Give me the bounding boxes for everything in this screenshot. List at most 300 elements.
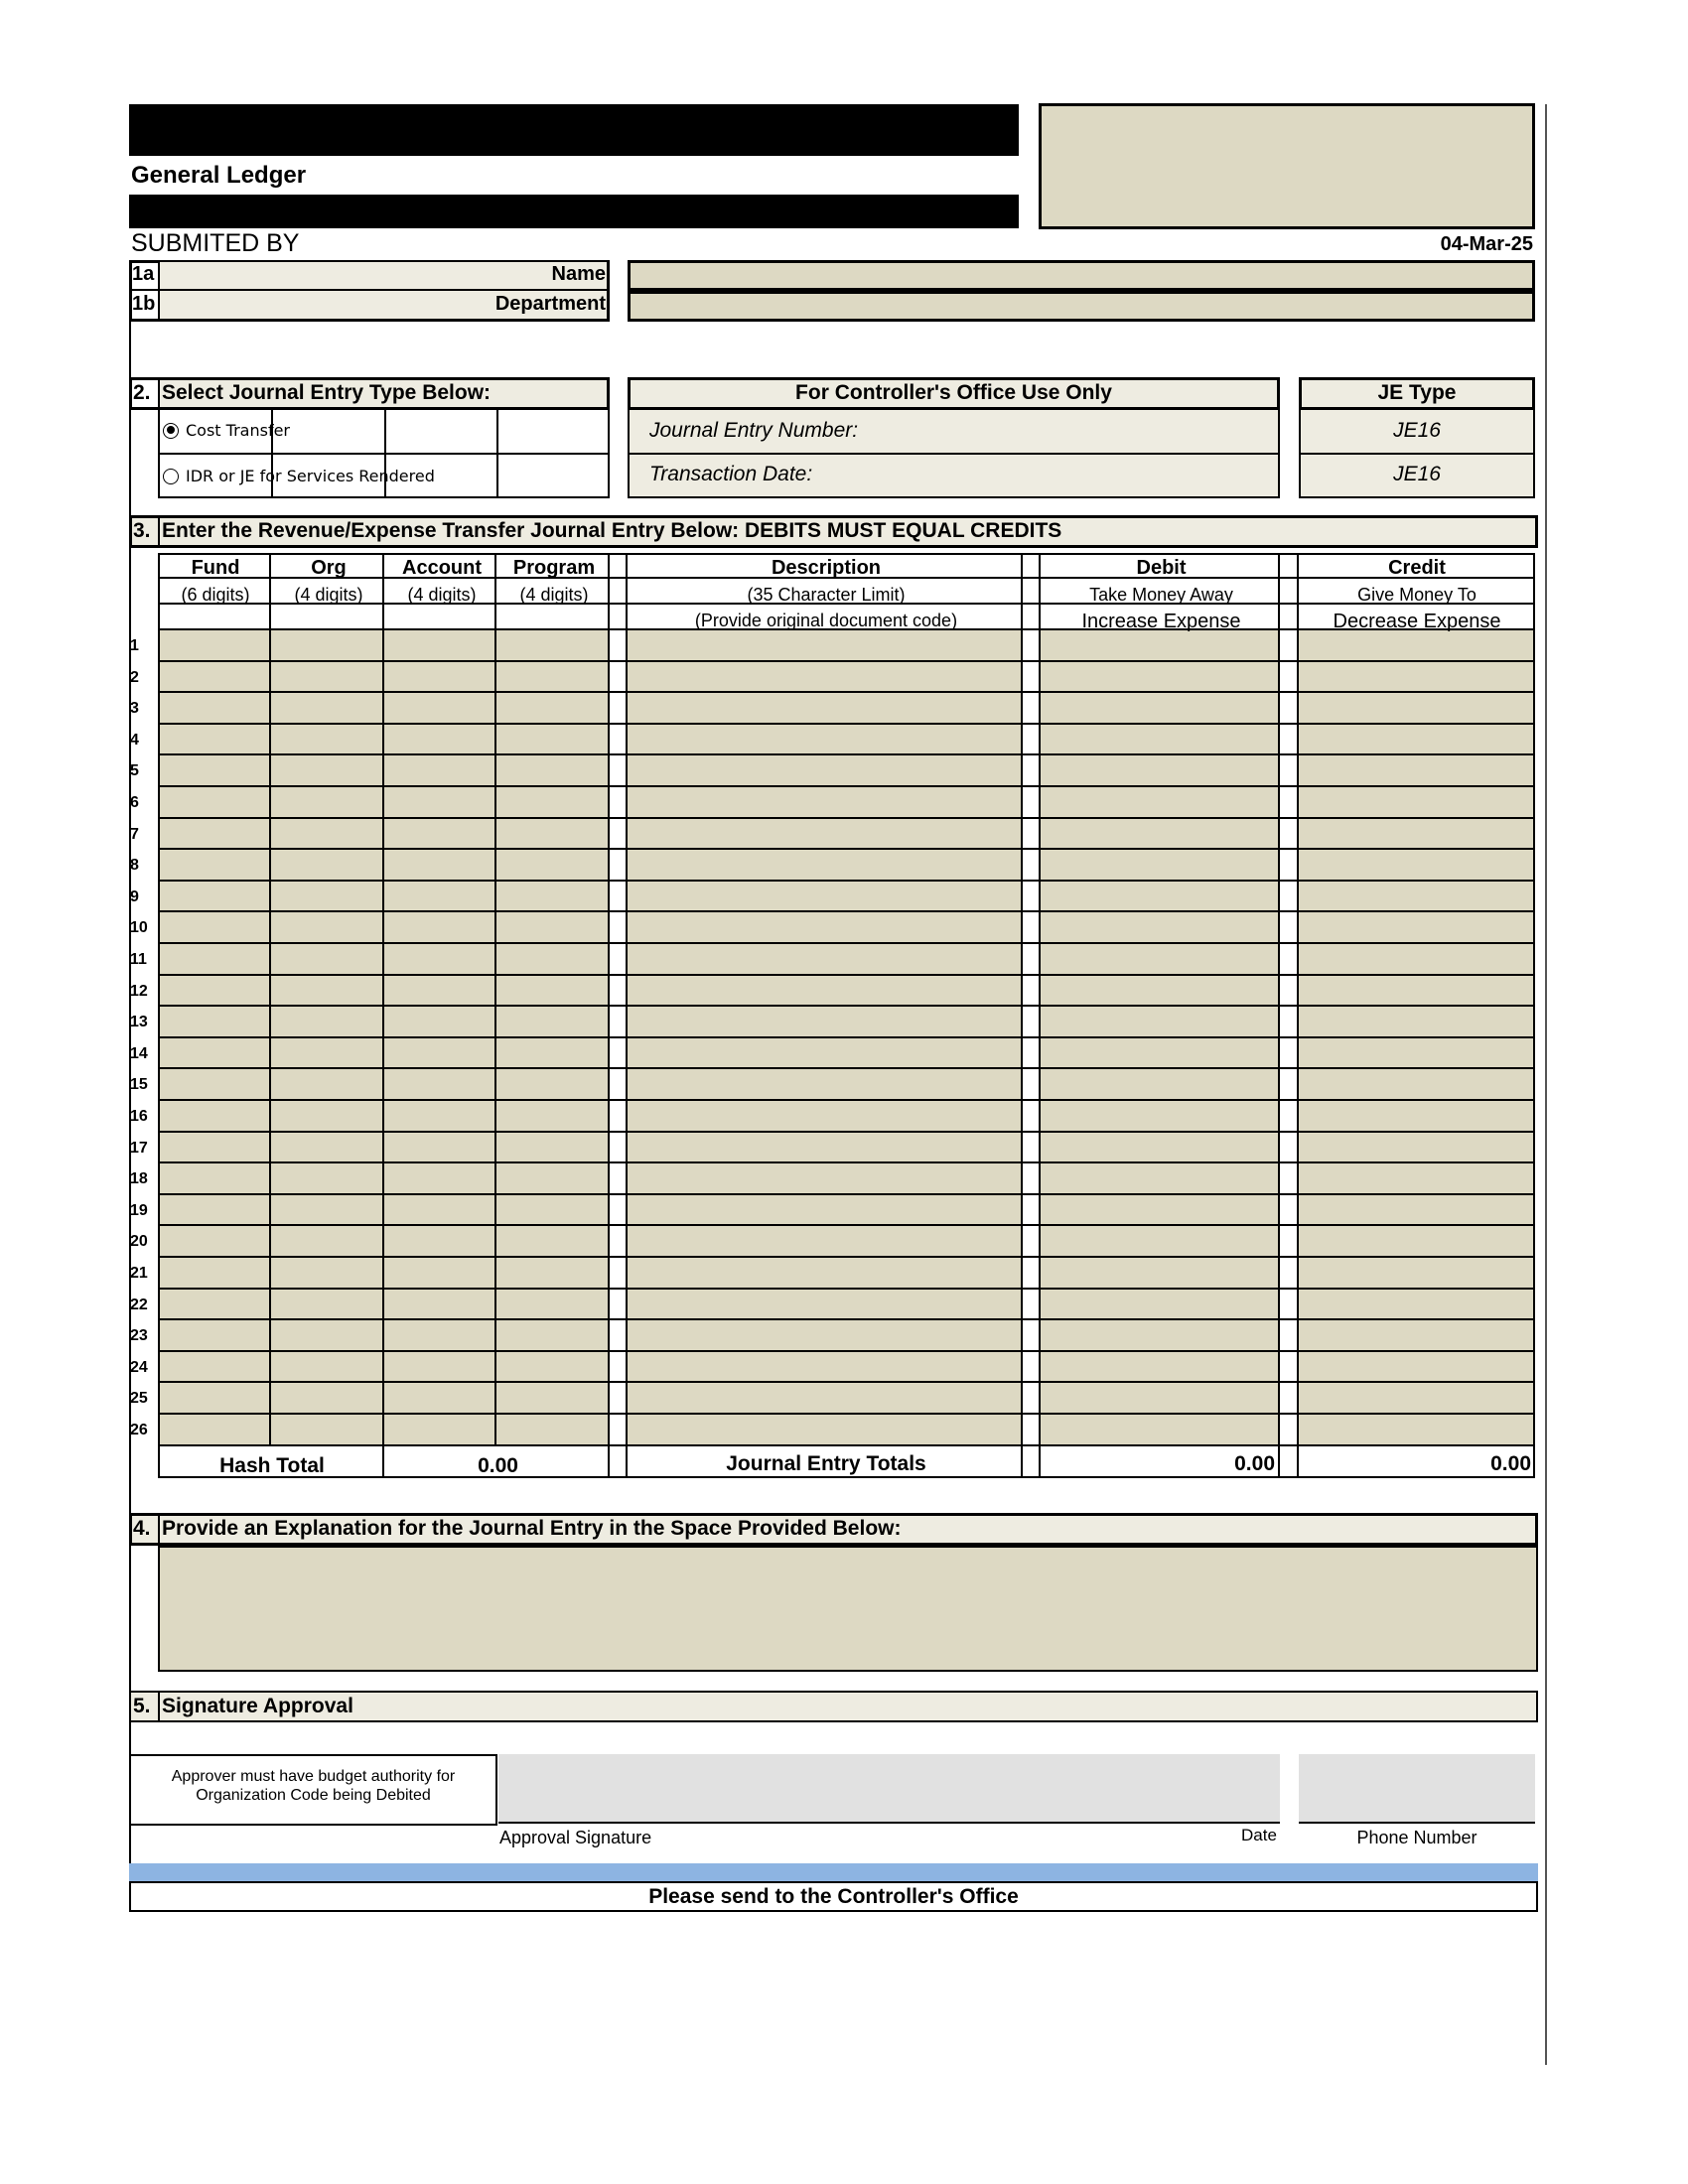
spacer-cell	[610, 787, 628, 819]
account-cell[interactable]	[384, 976, 496, 1007]
program-cell[interactable]	[496, 912, 610, 944]
debit-cell[interactable]	[1041, 850, 1280, 882]
account-cell[interactable]	[384, 1352, 496, 1383]
credit-cell[interactable]	[1299, 912, 1535, 944]
program-cell[interactable]	[496, 693, 610, 725]
debit-cell[interactable]	[1041, 882, 1280, 912]
fund-cell[interactable]	[158, 630, 271, 662]
program-cell[interactable]	[496, 819, 610, 850]
debit-cell[interactable]	[1041, 1007, 1280, 1038]
credit-cell[interactable]	[1299, 1007, 1535, 1038]
debit-cell[interactable]	[1041, 630, 1280, 662]
header-black-bar-bottom	[129, 195, 1019, 228]
credit-cell[interactable]	[1299, 1415, 1535, 1446]
program-cell[interactable]	[496, 1195, 610, 1226]
debit-cell[interactable]	[1041, 1258, 1280, 1290]
credit-total-value: 0.00	[1490, 1452, 1531, 1475]
description-cell[interactable]	[628, 725, 1023, 755]
phone-number-label: Phone Number	[1356, 1828, 1477, 1847]
description-cell[interactable]	[628, 1101, 1023, 1133]
program-cell[interactable]	[496, 1101, 610, 1133]
org-cell[interactable]	[271, 819, 384, 850]
row-number: 11	[130, 951, 147, 968]
credit-cell[interactable]	[1299, 1226, 1535, 1258]
description-cell[interactable]	[628, 1415, 1023, 1446]
credit-cell[interactable]	[1299, 755, 1535, 787]
org-cell[interactable]	[271, 944, 384, 976]
spacer-cell	[1023, 787, 1041, 819]
spacer-cell	[1280, 630, 1299, 662]
name-label: Name	[551, 263, 606, 285]
org-cell[interactable]	[271, 1352, 384, 1383]
org-cell[interactable]	[271, 1007, 384, 1038]
program-cell[interactable]	[496, 1415, 610, 1446]
account-cell[interactable]	[384, 819, 496, 850]
spacer-cell	[610, 1383, 628, 1415]
account-cell[interactable]	[384, 725, 496, 755]
spacer-cell	[1280, 882, 1299, 912]
row-number: 26	[130, 1422, 148, 1438]
spacer-cell	[610, 819, 628, 850]
spacer-cell	[610, 630, 628, 662]
account-cell[interactable]	[384, 662, 496, 693]
account-cell[interactable]	[384, 882, 496, 912]
description-cell[interactable]	[628, 1383, 1023, 1415]
debit-cell[interactable]	[1041, 912, 1280, 944]
col-org-header: Org	[311, 557, 347, 579]
debit-cell[interactable]	[1041, 944, 1280, 976]
spacer-cell	[610, 1226, 628, 1258]
debit-cell[interactable]	[1041, 1226, 1280, 1258]
org-cell[interactable]	[271, 1101, 384, 1133]
credit-cell[interactable]	[1299, 819, 1535, 850]
radio-unselected-icon[interactable]	[163, 469, 179, 484]
org-cell[interactable]	[271, 1163, 384, 1195]
spacer-cell	[1023, 1195, 1041, 1226]
fund-cell[interactable]	[158, 1007, 271, 1038]
header-grid-cell	[1023, 553, 1041, 579]
fund-cell[interactable]	[158, 1133, 271, 1163]
credit-cell[interactable]	[1299, 693, 1535, 725]
account-cell[interactable]	[384, 1007, 496, 1038]
row-number: 12	[130, 983, 148, 1000]
department-label: Department	[494, 293, 606, 315]
spacer-cell	[1280, 850, 1299, 882]
je-number-label: Journal Entry Number:	[649, 419, 859, 442]
description-cell[interactable]	[628, 1069, 1023, 1101]
option-idr-je-services[interactable]	[163, 467, 435, 485]
program-cell[interactable]	[496, 882, 610, 912]
credit-cell[interactable]	[1299, 1101, 1535, 1133]
phone-number-field[interactable]	[1299, 1754, 1535, 1824]
org-cell[interactable]	[271, 850, 384, 882]
spacer-cell	[610, 693, 628, 725]
spacer-cell	[610, 1195, 628, 1226]
description-cell[interactable]	[628, 662, 1023, 693]
description-cell[interactable]	[628, 976, 1023, 1007]
org-cell[interactable]	[271, 882, 384, 912]
spacer-cell	[1023, 1383, 1041, 1415]
spacer-cell	[1023, 912, 1041, 944]
account-cell[interactable]	[384, 1163, 496, 1195]
spacer-cell	[1280, 1007, 1299, 1038]
credit-cell[interactable]	[1299, 725, 1535, 755]
spacer-cell	[610, 1352, 628, 1383]
spacer-cell	[1023, 1352, 1041, 1383]
credit-cell[interactable]	[1299, 882, 1535, 912]
fund-cell[interactable]	[158, 693, 271, 725]
description-cell[interactable]	[628, 1352, 1023, 1383]
header-grid-cell	[610, 579, 628, 605]
description-cell[interactable]	[628, 1226, 1023, 1258]
description-cell[interactable]	[628, 1007, 1023, 1038]
fund-cell[interactable]	[158, 1320, 271, 1352]
section3-title: Enter the Revenue/Expense Transfer Journal Entry Below: DEBITS MUST EQUAL CREDITS	[162, 519, 1062, 542]
debit-cell[interactable]	[1041, 1290, 1280, 1320]
fund-cell[interactable]	[158, 850, 271, 882]
spacer-cell	[1280, 1133, 1299, 1163]
org-cell[interactable]	[271, 1226, 384, 1258]
submitted-by-label: SUBMITED BY	[131, 229, 300, 257]
row-number: 24	[130, 1359, 148, 1376]
spacer-cell	[1023, 1101, 1041, 1133]
account-cell[interactable]	[384, 1038, 496, 1069]
program-cell[interactable]	[496, 1290, 610, 1320]
spacer-cell	[1023, 1290, 1041, 1320]
row-number: 9	[130, 888, 139, 905]
program-cell[interactable]	[496, 1163, 610, 1195]
fund-cell[interactable]	[158, 976, 271, 1007]
spacer-cell	[1023, 693, 1041, 725]
org-cell[interactable]	[271, 630, 384, 662]
description-cell[interactable]	[628, 819, 1023, 850]
name-input[interactable]	[628, 260, 1535, 291]
account-cell[interactable]	[384, 1133, 496, 1163]
spacer-cell	[610, 1258, 628, 1290]
debit-cell[interactable]	[1041, 819, 1280, 850]
department-input[interactable]	[628, 291, 1535, 322]
account-cell[interactable]	[384, 787, 496, 819]
spacer-cell	[610, 944, 628, 976]
credit-cell[interactable]	[1299, 1163, 1535, 1195]
org-cell[interactable]	[271, 1069, 384, 1101]
program-cell[interactable]	[496, 662, 610, 693]
program-cell[interactable]	[496, 1383, 610, 1415]
account-cell[interactable]	[384, 1415, 496, 1446]
spacer-cell	[1023, 662, 1041, 693]
col-fund-header: Fund	[191, 557, 240, 579]
fund-cell[interactable]	[158, 1195, 271, 1226]
col-account-sub: (4 digits)	[407, 585, 477, 605]
credit-cell[interactable]	[1299, 1038, 1535, 1069]
description-cell[interactable]	[628, 850, 1023, 882]
description-cell[interactable]	[628, 693, 1023, 725]
org-cell[interactable]	[271, 1133, 384, 1163]
account-cell[interactable]	[384, 1290, 496, 1320]
account-cell[interactable]	[384, 912, 496, 944]
debit-cell[interactable]	[1041, 1163, 1280, 1195]
spacer-cell	[1280, 1320, 1299, 1352]
program-cell[interactable]	[496, 1258, 610, 1290]
debit-cell[interactable]	[1041, 1195, 1280, 1226]
org-cell[interactable]	[271, 725, 384, 755]
account-cell[interactable]	[384, 630, 496, 662]
row-number: 8	[130, 857, 139, 874]
debit-cell[interactable]	[1041, 976, 1280, 1007]
debit-cell[interactable]	[1041, 787, 1280, 819]
je-type-title: JE Type	[1377, 381, 1457, 404]
description-cell[interactable]	[628, 630, 1023, 662]
credit-cell[interactable]	[1299, 1290, 1535, 1320]
fund-cell[interactable]	[158, 755, 271, 787]
program-cell[interactable]	[496, 725, 610, 755]
program-cell[interactable]	[496, 787, 610, 819]
description-cell[interactable]	[628, 1258, 1023, 1290]
spacer-cell	[1280, 1258, 1299, 1290]
fund-cell[interactable]	[158, 882, 271, 912]
debit-cell[interactable]	[1041, 1069, 1280, 1101]
section4-title: Provide an Explanation for the Journal Entry in the Space Provided Below:	[162, 1517, 902, 1540]
spacer-cell	[610, 662, 628, 693]
col-credit-sub: Give Money To	[1357, 585, 1477, 605]
fund-cell[interactable]	[158, 912, 271, 944]
fund-cell[interactable]	[158, 1352, 271, 1383]
spacer-cell	[1023, 1038, 1041, 1069]
fund-cell[interactable]	[158, 1290, 271, 1320]
spacer-cell	[610, 882, 628, 912]
header-grid-cell	[1280, 605, 1299, 630]
spacer-cell	[1023, 976, 1041, 1007]
spacer-cell	[1280, 755, 1299, 787]
approver-note-line1: Approver must have budget authority for	[171, 1768, 456, 1785]
credit-cell[interactable]	[1299, 1383, 1535, 1415]
row-number: 17	[130, 1140, 148, 1157]
debit-cell[interactable]	[1041, 1415, 1280, 1446]
program-cell[interactable]	[496, 1352, 610, 1383]
org-cell[interactable]	[271, 1038, 384, 1069]
debit-cell[interactable]	[1041, 1320, 1280, 1352]
spacer-cell	[1023, 850, 1041, 882]
fund-cell[interactable]	[158, 1069, 271, 1101]
spacer-cell	[1023, 630, 1041, 662]
fund-cell[interactable]	[158, 1038, 271, 1069]
section2-number: 2.	[133, 381, 151, 404]
spacer-cell	[1280, 725, 1299, 755]
debit-cell[interactable]	[1041, 662, 1280, 693]
program-cell[interactable]	[496, 850, 610, 882]
debit-cell[interactable]	[1041, 1133, 1280, 1163]
credit-cell[interactable]	[1299, 1258, 1535, 1290]
account-cell[interactable]	[384, 944, 496, 976]
header-grid-cell	[1280, 553, 1299, 579]
col-program-sub: (4 digits)	[519, 585, 589, 605]
col-credit-header: Credit	[1388, 557, 1446, 579]
row-number: 6	[130, 794, 139, 811]
fund-cell[interactable]	[158, 1415, 271, 1446]
account-cell[interactable]	[384, 1195, 496, 1226]
je-type-value-2: JE16	[1393, 463, 1441, 485]
account-cell[interactable]	[384, 850, 496, 882]
org-cell[interactable]	[271, 1290, 384, 1320]
transaction-date-label: Transaction Date:	[649, 463, 813, 485]
radio-selected-icon[interactable]	[163, 423, 179, 439]
account-cell[interactable]	[384, 1258, 496, 1290]
org-cell[interactable]	[271, 755, 384, 787]
spacer-cell	[610, 850, 628, 882]
description-cell[interactable]	[628, 1195, 1023, 1226]
credit-cell[interactable]	[1299, 1195, 1535, 1226]
spacer-cell	[610, 1163, 628, 1195]
row-number: 18	[130, 1170, 148, 1187]
program-cell[interactable]	[496, 1038, 610, 1069]
credit-cell[interactable]	[1299, 1320, 1535, 1352]
spacer-cell	[610, 1038, 628, 1069]
fund-cell[interactable]	[158, 944, 271, 976]
org-cell[interactable]	[271, 1320, 384, 1352]
program-cell[interactable]	[496, 755, 610, 787]
program-cell[interactable]	[496, 1069, 610, 1101]
credit-cell[interactable]	[1299, 1133, 1535, 1163]
totals-cell	[1023, 1446, 1041, 1478]
spacer-cell	[610, 1069, 628, 1101]
description-cell[interactable]	[628, 1163, 1023, 1195]
approval-signature-field[interactable]	[498, 1754, 1280, 1824]
spacer-cell	[1280, 1383, 1299, 1415]
program-cell[interactable]	[496, 976, 610, 1007]
program-cell[interactable]	[496, 1320, 610, 1352]
debit-total-value: 0.00	[1234, 1452, 1275, 1475]
spacer-cell	[1023, 1320, 1041, 1352]
program-cell[interactable]	[496, 944, 610, 976]
spacer-cell	[1023, 882, 1041, 912]
account-cell[interactable]	[384, 693, 496, 725]
credit-cell[interactable]	[1299, 944, 1535, 976]
totals-cell	[610, 1446, 628, 1478]
description-cell[interactable]	[628, 912, 1023, 944]
spacer-cell	[610, 1415, 628, 1446]
account-cell[interactable]	[384, 1383, 496, 1415]
program-cell[interactable]	[496, 1226, 610, 1258]
account-cell[interactable]	[384, 1320, 496, 1352]
org-cell[interactable]	[271, 912, 384, 944]
fund-cell[interactable]	[158, 1101, 271, 1133]
spacer-cell	[1280, 819, 1299, 850]
debit-cell[interactable]	[1041, 1383, 1280, 1415]
col-debit-sub: Take Money Away	[1089, 585, 1233, 605]
description-cell[interactable]	[628, 1290, 1023, 1320]
credit-cell[interactable]	[1299, 662, 1535, 693]
header-grid-cell	[384, 605, 496, 630]
credit-cell[interactable]	[1299, 1352, 1535, 1383]
org-cell[interactable]	[271, 976, 384, 1007]
spacer-cell	[610, 976, 628, 1007]
account-cell[interactable]	[384, 1101, 496, 1133]
description-cell[interactable]	[628, 1320, 1023, 1352]
program-cell[interactable]	[496, 630, 610, 662]
org-cell[interactable]	[271, 787, 384, 819]
spacer-cell	[1023, 755, 1041, 787]
org-cell[interactable]	[271, 1258, 384, 1290]
spacer-cell	[610, 1290, 628, 1320]
fund-cell[interactable]	[158, 662, 271, 693]
credit-cell[interactable]	[1299, 976, 1535, 1007]
row-number: 10	[130, 919, 148, 936]
program-cell[interactable]	[496, 1007, 610, 1038]
credit-cell[interactable]	[1299, 787, 1535, 819]
description-cell[interactable]	[628, 787, 1023, 819]
fund-cell[interactable]	[158, 1163, 271, 1195]
spacer-cell	[1023, 1226, 1041, 1258]
hash-total-label: Hash Total	[219, 1454, 325, 1477]
header-grid-cell	[271, 605, 384, 630]
account-cell[interactable]	[384, 1069, 496, 1101]
spacer-cell	[1280, 1163, 1299, 1195]
credit-cell[interactable]	[1299, 1069, 1535, 1101]
org-cell[interactable]	[271, 1195, 384, 1226]
description-cell[interactable]	[628, 882, 1023, 912]
option-cost-transfer[interactable]	[163, 421, 290, 440]
account-cell[interactable]	[384, 1226, 496, 1258]
org-cell[interactable]	[271, 1415, 384, 1446]
row-number: 1	[130, 637, 139, 654]
je-type-value-1: JE16	[1393, 419, 1441, 442]
spacer-cell	[1280, 693, 1299, 725]
spacer-cell	[1023, 1415, 1041, 1446]
description-cell[interactable]	[628, 755, 1023, 787]
org-cell[interactable]	[271, 693, 384, 725]
org-cell[interactable]	[271, 1383, 384, 1415]
col-debit-sub2: Increase Expense	[1081, 611, 1241, 632]
fund-cell[interactable]	[158, 1226, 271, 1258]
debit-cell[interactable]	[1041, 1101, 1280, 1133]
row-number: 21	[130, 1265, 148, 1282]
row-number: 13	[130, 1014, 148, 1030]
header-grid-cell	[1023, 605, 1041, 630]
row-number: 19	[130, 1202, 148, 1219]
debit-cell[interactable]	[1041, 1352, 1280, 1383]
spacer-cell	[1280, 944, 1299, 976]
fund-cell[interactable]	[158, 787, 271, 819]
col-description-sub: (35 Character Limit)	[747, 585, 906, 605]
credit-cell[interactable]	[1299, 850, 1535, 882]
program-cell[interactable]	[496, 1133, 610, 1163]
explanation-textarea[interactable]	[158, 1546, 1538, 1672]
fund-cell[interactable]	[158, 1383, 271, 1415]
description-cell[interactable]	[628, 1038, 1023, 1069]
section3-number: 3.	[133, 519, 151, 542]
org-cell[interactable]	[271, 662, 384, 693]
description-cell[interactable]	[628, 1133, 1023, 1163]
credit-cell[interactable]	[1299, 630, 1535, 662]
approval-signature-label: Approval Signature	[499, 1828, 652, 1847]
fund-cell[interactable]	[158, 1258, 271, 1290]
header-black-bar-top	[129, 104, 1019, 156]
totals-cell	[1280, 1446, 1299, 1478]
debit-cell[interactable]	[1041, 693, 1280, 725]
section5-number: 5.	[133, 1695, 151, 1717]
spacer-cell	[1023, 1007, 1041, 1038]
section2-title: Select Journal Entry Type Below:	[162, 381, 492, 404]
debit-cell[interactable]	[1041, 725, 1280, 755]
account-cell[interactable]	[384, 755, 496, 787]
description-cell[interactable]	[628, 944, 1023, 976]
fund-cell[interactable]	[158, 819, 271, 850]
debit-cell[interactable]	[1041, 1038, 1280, 1069]
col-fund-sub: (6 digits)	[181, 585, 250, 605]
row-number: 25	[130, 1390, 148, 1407]
fund-cell[interactable]	[158, 725, 271, 755]
debit-cell[interactable]	[1041, 755, 1280, 787]
